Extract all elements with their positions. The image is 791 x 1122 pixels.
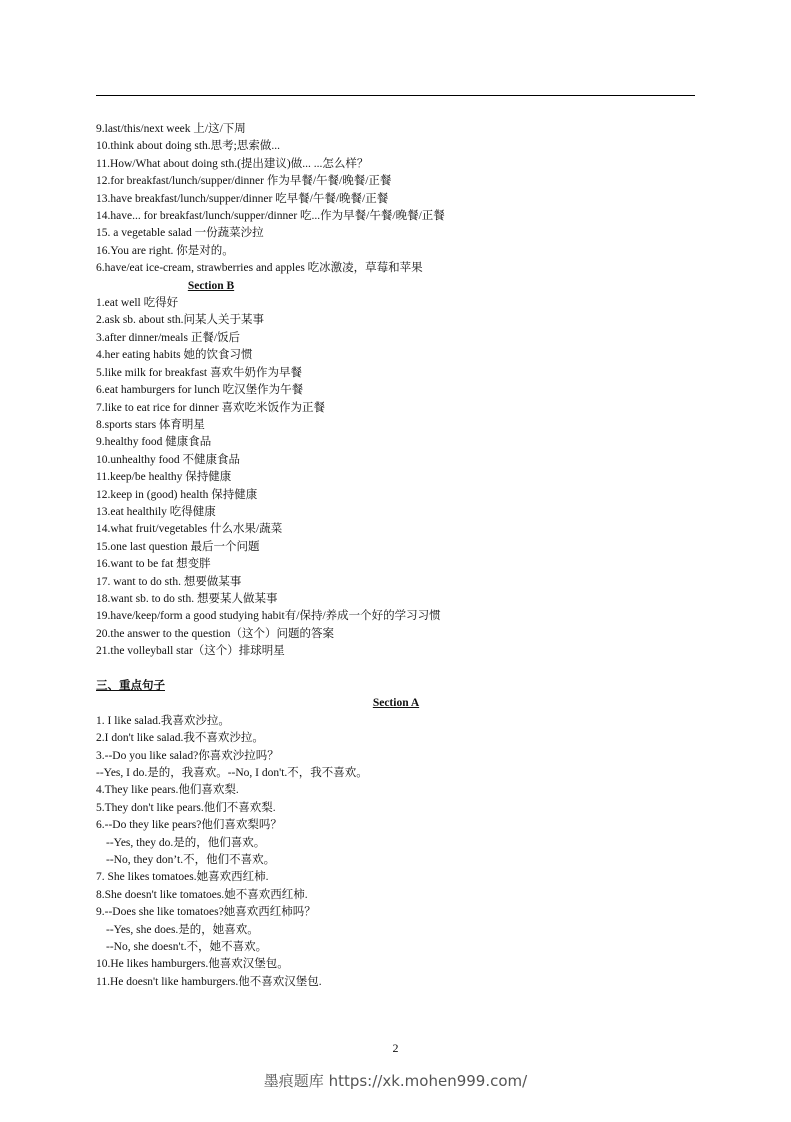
- key-sentences-list: [96, 713, 696, 992]
- list-item: --No, she doesn't.不，她不喜欢。: [106, 941, 268, 954]
- list-item: 8.sports stars 体育明星: [96, 418, 205, 431]
- list-item: 10.He likes hamburgers.他喜欢汉堡包。: [96, 958, 289, 971]
- list-item: 10.unhealthy food 不健康食品: [96, 453, 241, 466]
- list-item: 16.want to be fat 想变胖: [96, 558, 211, 571]
- watermark-text: 墨痕题库 https://xk.mohen999.com/: [263, 1072, 528, 1090]
- list-item: 6.--Do they like pears?他们喜欢梨吗？: [96, 819, 282, 832]
- list-item: 13.eat healthily 吃得健康: [96, 505, 216, 518]
- list-item: 4.her eating habits 她的饮食习惯: [96, 349, 253, 362]
- list-item: --Yes, she does.是的，她喜欢。: [106, 923, 259, 936]
- list-item: 6.have/eat ice-cream, strawberries and apples 吃冰激凌，草莓和苹果: [96, 262, 423, 275]
- document-body: [96, 121, 696, 991]
- list-item: 4.They like pears.他们喜欢梨.: [96, 784, 239, 797]
- list-item: 12.keep in (good) health 保持健康: [96, 488, 258, 501]
- list-item: 14.have... for breakfast/lunch/supper/dinner 吃...作为早餐/午餐/晚餐/正餐: [96, 210, 445, 223]
- list-item: 11.He doesn't like hamburgers.他不喜欢汉堡包.: [96, 975, 322, 988]
- list-item: 3.--Do you like salad?你喜欢沙拉吗？: [96, 749, 279, 762]
- list-item: 20.the answer to the question（这个）问题的答案: [96, 627, 334, 640]
- list-item: 2.ask sb. about sth.问某人关于某事: [96, 314, 265, 327]
- list-item: 1.eat well 吃得好: [96, 297, 179, 310]
- list-item: 5.like milk for breakfast 喜欢牛奶作为早餐: [96, 366, 303, 379]
- list-item: 3.after dinner/meals 正餐/饭后: [96, 331, 241, 344]
- list-item: 14.what fruit/vegetables 什么水果/蔬菜: [96, 523, 283, 536]
- list-item: 5.They don't like pears.他们不喜欢梨.: [96, 801, 276, 814]
- list-item: --Yes, I do.是的，我喜欢。--No, I don't.不，我不喜欢。: [96, 767, 368, 780]
- section-a-phrases-list: [96, 121, 696, 278]
- list-item: 15. a vegetable salad 一份蔬菜沙拉: [96, 227, 264, 240]
- list-item: 9.healthy food 健康食品: [96, 436, 212, 449]
- list-item: 12.for breakfast/lunch/supper/dinner 作为早餐/午餐/晚餐/正餐: [96, 175, 392, 188]
- list-item: 13.have breakfast/lunch/supper/dinner 吃早餐/午餐/晚餐/正餐: [96, 192, 389, 205]
- section-a-sentences-heading: Section A: [372, 697, 420, 710]
- list-item: 11.How/What about doing sth.(提出建议)做... ...怎么样？: [96, 157, 369, 170]
- list-item: 7.like to eat rice for dinner 喜欢吃米饭作为正餐: [96, 401, 325, 414]
- list-item: 9.--Does she like tomatoes?她喜欢西红柿吗？: [96, 906, 316, 919]
- page-number: 2: [392, 1041, 399, 1055]
- list-item: 6.eat hamburgers for lunch 吃汉堡作为午餐: [96, 384, 304, 397]
- section-b-phrases-list: [96, 295, 696, 661]
- list-item: 18.want sb. to do sth. 想要某人做某事: [96, 592, 278, 605]
- part-three-heading: 三、重点句子: [96, 679, 165, 692]
- list-item: 10.think about doing sth.思考;思索做...: [96, 140, 280, 153]
- list-item: 11.keep/be healthy 保持健康: [96, 471, 232, 484]
- list-item: 2.I don't like salad.我不喜欢沙拉。: [96, 732, 264, 745]
- list-item: 7. She likes tomatoes.她喜欢西红柿.: [96, 871, 269, 884]
- section-b-heading: Section B: [187, 279, 235, 292]
- list-item: 19.have/keep/form a good studying habit有/保持/养成一个好的学习习惯: [96, 610, 441, 623]
- list-item: 17. want to do sth. 想要做某事: [96, 575, 242, 588]
- list-item: 21.the volleyball star（这个）排球明星: [96, 645, 285, 658]
- list-item: 16.You are right. 你是对的。: [96, 244, 234, 257]
- list-item: 15.one last question 最后一个问题: [96, 540, 260, 553]
- list-item: 1. I like salad.我喜欢沙拉。: [96, 714, 230, 727]
- list-item: --Yes, they do.是的，他们喜欢。: [106, 836, 266, 849]
- header-rule: [96, 95, 695, 96]
- list-item: 8.She doesn't like tomatoes.她不喜欢西红柿.: [96, 888, 308, 901]
- list-item: 9.last/this/next week 上/这/下周: [96, 123, 246, 135]
- list-item: --No, they don’t.不，他们不喜欢。: [106, 854, 276, 867]
